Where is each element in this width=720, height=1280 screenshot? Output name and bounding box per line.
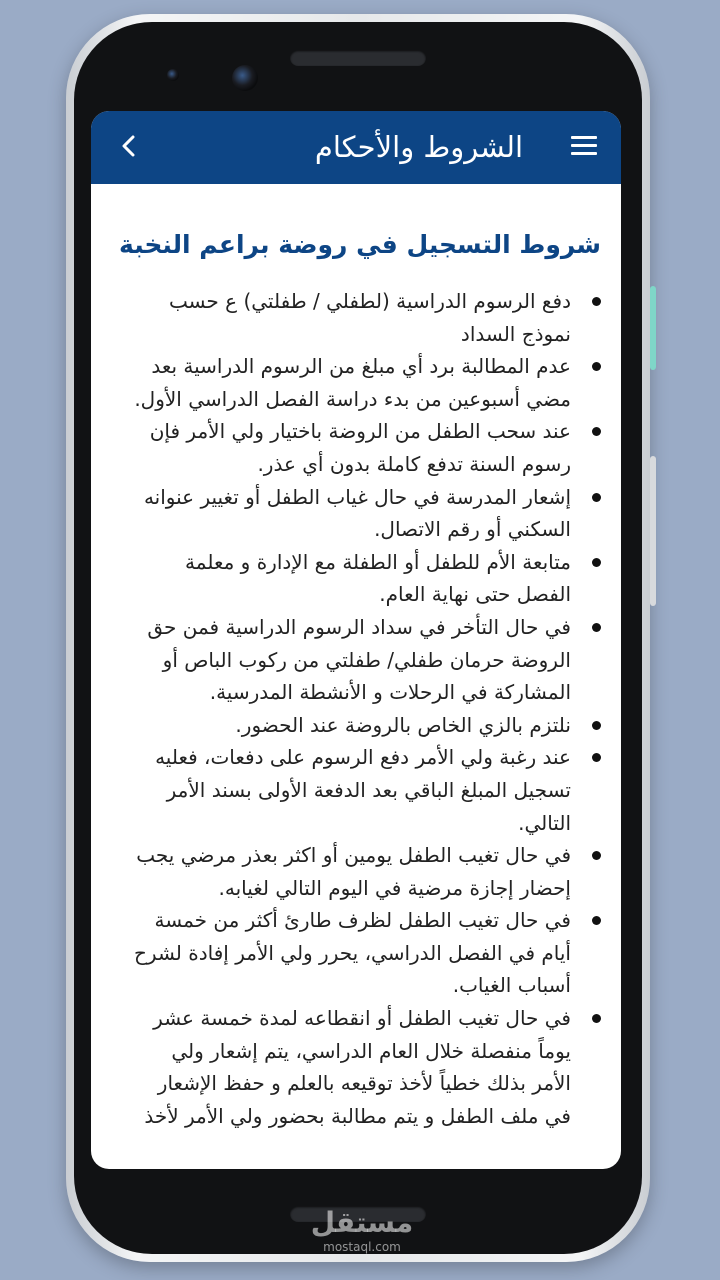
earpiece-speaker — [290, 50, 426, 66]
volume-button — [650, 456, 656, 606]
app-bar — [91, 111, 621, 184]
page-title: الشروط والأحكام — [314, 130, 523, 164]
terms-list-item: إشعار المدرسة في حال غياب الطفل أو تغيير عنوانه السكني أو رقم الاتصال. — [133, 481, 571, 546]
terms-list-item: في حال تغيب الطفل يومين أو اكثر بعذر مرضي يجب إحضار إجازة مرضية في اليوم التالي لغيابه. — [133, 839, 571, 904]
terms-heading: شروط التسجيل في روضة براعم النخبة — [119, 230, 601, 259]
app-screen — [91, 111, 621, 1169]
power-button — [650, 286, 656, 370]
front-camera — [232, 65, 258, 91]
terms-list — [133, 285, 571, 1132]
terms-list-item: متابعة الأم للطفل أو الطفلة مع الإدارة و معلمة الفصل حتى نهاية العام. — [133, 546, 571, 611]
watermark-logo: مستقل — [310, 1206, 414, 1239]
hamburger-menu-icon[interactable] — [569, 133, 599, 161]
mostaql-watermark — [292, 1206, 432, 1260]
terms-list-item: في حال التأخر في سداد الرسوم الدراسية فمن حق الروضة حرمان طفلي/ طفلتي من ركوب الباص أو المشاركة في الرحلات و الأنشطة المدرسية. — [133, 611, 571, 709]
terms-list-item: في حال تغيب الطفل أو انقطاعه لمدة خمسة عشر يوماً منفصلة خلال العام الدراسي، يتم إشعار ولي الأمر بذلك خطياً لأخذ توقيعه بالعلم و حفظ الإشعار في ملف الطفل و يتم مطالبة بحضور ولي الأمر لأخذ — [133, 1002, 571, 1132]
watermark-domain: mostaql.com — [323, 1240, 401, 1254]
terms-list-item: عند رغبة ولي الأمر دفع الرسوم على دفعات، فعليه تسجيل المبلغ الباقي بعد الدفعة الأولى بسند الأمر التالي. — [133, 741, 571, 839]
terms-list-item: نلتزم بالزي الخاص بالروضة عند الحضور. — [133, 709, 571, 742]
chevron-left-icon[interactable] — [113, 129, 147, 163]
terms-list-item: دفع الرسوم الدراسية (لطفلي / طفلتي) ع حسب نموذج السداد — [133, 285, 571, 350]
terms-list-item: في حال تغيب الطفل لظرف طارئ أكثر من خمسة أيام في الفصل الدراسي، يحرر ولي الأمر إفادة لشرح أسباب الغياب. — [133, 904, 571, 1002]
proximity-sensor — [167, 69, 179, 81]
terms-list-item: عدم المطالبة برد أي مبلغ من الرسوم الدراسية بعد مضي أسبوعين من بدء دراسة الفصل الدراسي الأول. — [133, 350, 571, 415]
terms-content[interactable] — [91, 184, 621, 1169]
terms-list-item: عند سحب الطفل من الروضة باختيار ولي الأمر فإن رسوم السنة تدفع كاملة بدون أي عذر. — [133, 415, 571, 480]
